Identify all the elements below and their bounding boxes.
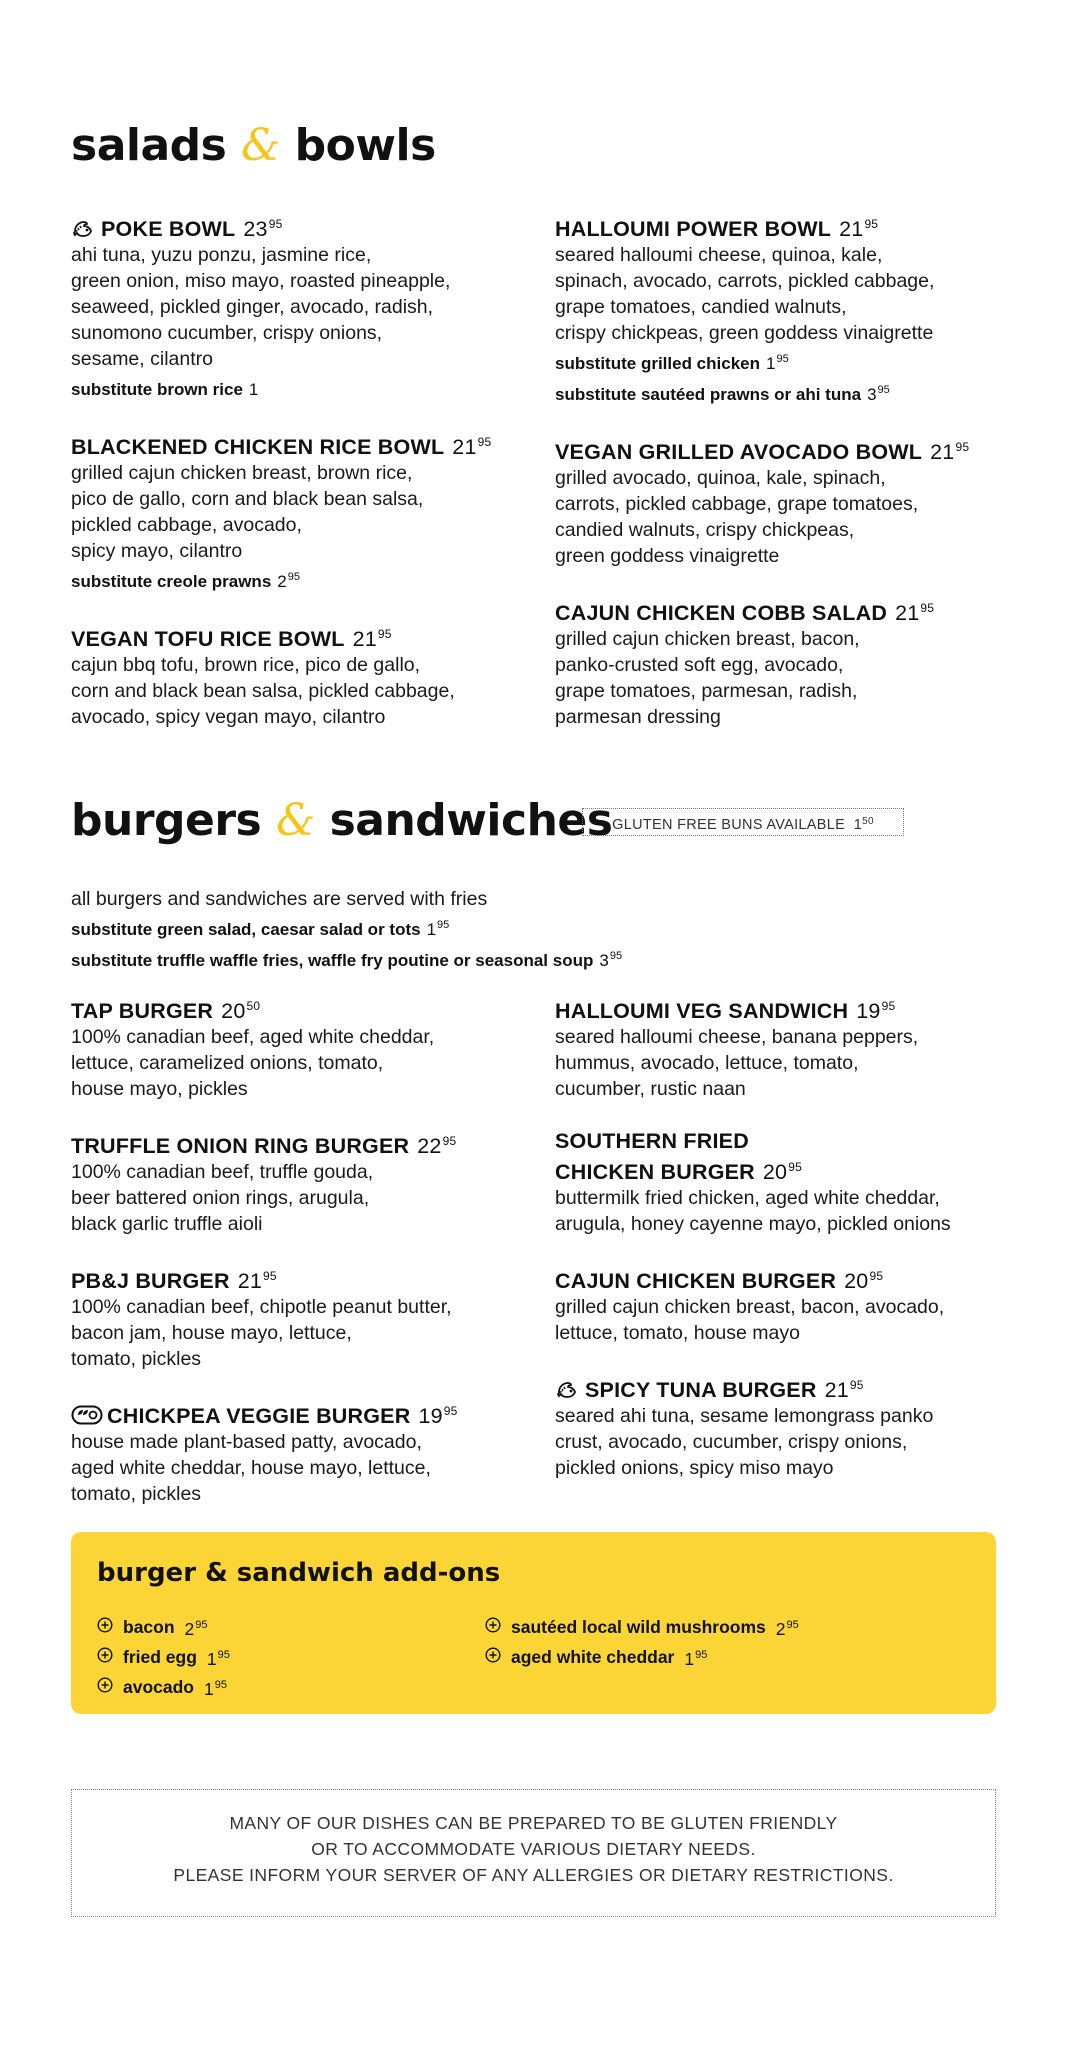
item-description: hummus, avocado, lettuce, tomato, [555, 1052, 859, 1074]
item-description: grilled avocado, quinoa, kale, spinach, [555, 467, 886, 489]
item-name: VEGAN GRILLED AVOCADO BOWL [555, 440, 923, 464]
item-description: arugula, honey cayenne mayo, pickled onions [555, 1213, 951, 1235]
item-name: TRUFFLE ONION RING BURGER [71, 1134, 410, 1158]
price-main: 20 [844, 1269, 869, 1293]
price-cents: 95 [695, 1649, 708, 1661]
price-cents: 95 [437, 919, 450, 931]
price-cents: 95 [377, 627, 392, 641]
price-main: 1 [684, 1649, 695, 1669]
price-main: 21 [824, 1378, 849, 1402]
price-main: 1 [426, 920, 437, 939]
item-description: spinach, avocado, carrots, pickled cabbage, [555, 270, 935, 292]
menu-item [71, 993, 521, 1102]
item-name: HALLOUMI VEG SANDWICH [555, 999, 849, 1023]
item-description: parmesan dressing [555, 706, 721, 728]
item-description: cajun bbq tofu, brown rice, pico de gallo, [71, 654, 421, 676]
price-main: 21 [237, 1269, 263, 1293]
price-cents: 95 [786, 1619, 799, 1631]
substitution-label: substitute truffle waffle fries, waffle fry poutine or seasonal soup [71, 951, 594, 970]
badge-label: GLUTEN FREE BUNS AVAILABLE [612, 817, 846, 833]
substitution-label: substitute creole prawns [71, 572, 272, 591]
item-heading [71, 1263, 521, 1294]
price [844, 1269, 883, 1293]
substitution-option [71, 372, 521, 403]
title-word: sandwiches [329, 795, 613, 846]
title-word: salads [71, 120, 227, 171]
price-main: 1 [204, 1679, 214, 1699]
item-name: CAJUN CHICKEN COBB SALAD [555, 601, 888, 625]
item-description: panko-crusted soft egg, avocado, [555, 654, 844, 676]
price [185, 1612, 208, 1642]
item-heading [71, 1398, 521, 1429]
price-main: 19 [418, 1404, 443, 1428]
item-description: buttermilk fried chicken, aged white cheddar, [555, 1187, 940, 1209]
burgers-intro [71, 886, 971, 974]
item-heading [555, 1263, 1015, 1294]
item-description: sesame, cilantro [71, 348, 213, 370]
addon-item [97, 1642, 230, 1672]
price-main: 3 [599, 951, 609, 970]
item-heading [555, 434, 1015, 465]
plus-circle-icon [97, 1674, 123, 1700]
item-heading [555, 595, 1015, 626]
item-description: carrots, pickled cabbage, grape tomatoes, [555, 493, 919, 515]
item-description: bacon jam, house mayo, lettuce, [71, 1322, 352, 1344]
item-description: green goddess vinaigrette [555, 545, 780, 567]
price [839, 217, 878, 241]
price-cents: 95 [864, 217, 879, 231]
menu-item [71, 211, 521, 403]
ampersand: & [241, 120, 280, 171]
item-name: CAJUN CHICKEN BURGER [555, 1269, 837, 1293]
substitution-label: substitute grilled chicken [555, 354, 760, 373]
item-heading [71, 211, 521, 242]
price [895, 601, 934, 625]
substitution-option [555, 346, 1015, 377]
item-description: corn and black bean salsa, pickled cabbage, [71, 680, 455, 702]
price-main: 1 [766, 354, 776, 373]
intro-text: all burgers and sandwiches are served with fries [71, 888, 488, 910]
price [930, 440, 969, 464]
item-heading [555, 1154, 1015, 1185]
item-description: tomato, pickles [71, 1483, 202, 1505]
vegan-icon [71, 1404, 103, 1426]
item-name: CHICKEN BURGER [555, 1160, 755, 1184]
addon-label: sautéed local wild mushrooms [511, 1617, 766, 1637]
plus-circle-icon [97, 1644, 123, 1670]
substitution-label: substitute green salad, caesar salad or tots [71, 920, 421, 939]
price-cents: 95 [849, 1378, 864, 1392]
price-main: 2 [277, 572, 287, 591]
burgers-left-column [71, 993, 521, 1533]
addon-item [485, 1642, 799, 1672]
item-name: SPICY TUNA BURGER [585, 1378, 817, 1402]
addon-item [97, 1672, 230, 1702]
price [207, 1642, 230, 1672]
price-cents: 95 [955, 440, 970, 454]
menu-item [555, 993, 1015, 1102]
price-cents: 95 [869, 1269, 884, 1283]
price-main: 3 [867, 385, 877, 404]
menu-item [71, 1398, 521, 1507]
item-name: POKE BOWL [101, 217, 236, 241]
addon-label: bacon [123, 1617, 175, 1637]
price-main: 21 [895, 601, 920, 625]
substitution-option [71, 564, 521, 595]
price-cents: 95 [776, 353, 789, 365]
item-description: lettuce, tomato, house mayo [555, 1322, 800, 1344]
price-main: 22 [417, 1134, 442, 1158]
notice-line: PLEASE INFORM YOUR SERVER OF ANY ALLERGIES OR DIETARY RESTRICTIONS. [173, 1865, 894, 1885]
item-description: crispy chickpeas, green goddess vinaigrette [555, 322, 934, 344]
menu-item [555, 595, 1015, 730]
plus-circle-icon [485, 1614, 511, 1640]
price [856, 999, 895, 1023]
price-cents: 95 [609, 950, 623, 962]
item-description: lettuce, caramelized onions, tomato, [71, 1052, 384, 1074]
price [277, 572, 300, 591]
price-cents: 95 [263, 1269, 277, 1283]
substitution-label: substitute sautéed prawns or ahi tuna [555, 385, 862, 404]
item-description: pico de gallo, corn and black bean salsa, [71, 488, 424, 510]
price-cents: 95 [920, 601, 935, 615]
salads-bowls-title [71, 120, 436, 171]
price-cents: 95 [287, 571, 300, 583]
price [452, 435, 491, 459]
item-description: house made plant-based patty, avocado, [71, 1431, 422, 1453]
price-cents: 50 [246, 999, 261, 1013]
price [766, 354, 789, 373]
addon-label: fried egg [123, 1647, 197, 1667]
price [353, 627, 392, 651]
price [776, 1612, 799, 1642]
item-name-line: SOUTHERN FRIED [555, 1129, 749, 1153]
item-description: candied walnuts, crispy chickpeas, [555, 519, 855, 541]
price-main: 20 [762, 1160, 788, 1184]
addon-item [97, 1612, 230, 1642]
price [684, 1642, 707, 1672]
item-description: house mayo, pickles [71, 1078, 248, 1100]
intro-substitutions [71, 912, 971, 974]
price-main: 1 [248, 380, 259, 399]
addons-title: burger & sandwich add-ons [97, 1558, 501, 1588]
item-description: 100% canadian beef, chipotle peanut butter, [71, 1296, 452, 1318]
fish-icon [71, 217, 97, 239]
item-name: VEGAN TOFU RICE BOWL [71, 627, 345, 651]
addons-left-list [97, 1612, 230, 1702]
notice-line: MANY OF OUR DISHES CAN BE PREPARED TO BE GLUTEN FRIENDLY [229, 1813, 838, 1833]
ampersand: & [276, 795, 315, 846]
plus-circle-icon [97, 1614, 123, 1640]
price-cents: 95 [195, 1619, 208, 1631]
price-cents: 95 [477, 435, 492, 449]
price-main: 2 [184, 1619, 195, 1639]
addon-label: aged white cheddar [511, 1647, 675, 1667]
price-main: 21 [352, 627, 377, 651]
item-description: crust, avocado, cucumber, crispy onions, [555, 1431, 908, 1453]
item-heading [71, 621, 521, 652]
item-name: BLACKENED CHICKEN RICE BOWL [71, 435, 445, 459]
item-description: seared ahi tuna, sesame lemongrass panko [555, 1405, 934, 1427]
badge-price: 1 [853, 817, 863, 833]
salads-left-column [71, 211, 521, 756]
item-description: 100% canadian beef, aged white cheddar, [71, 1026, 435, 1048]
addons-right-list [485, 1612, 799, 1672]
item-heading [71, 993, 521, 1024]
item-name: TAP BURGER [71, 999, 214, 1023]
menu-item [71, 429, 521, 595]
title-word: bowls [294, 120, 436, 171]
notice-line: OR TO ACCOMMODATE VARIOUS DIETARY NEEDS. [311, 1839, 756, 1859]
gluten-free-buns-badge [582, 808, 904, 836]
item-description: grilled cajun chicken breast, brown rice, [71, 462, 413, 484]
price-cents: 95 [217, 1649, 230, 1661]
price-main: 2 [775, 1619, 786, 1639]
substitution-option [555, 377, 1015, 408]
item-description: ahi tuna, yuzu ponzu, jasmine rice, [71, 244, 372, 266]
menu-item [71, 1128, 521, 1237]
price-main: 21 [839, 217, 864, 241]
price-main: 1 [206, 1649, 217, 1669]
item-heading [555, 993, 1015, 1024]
price [204, 1672, 227, 1702]
item-description: grilled cajun chicken breast, bacon, avocado, [555, 1296, 945, 1318]
item-heading [555, 211, 1015, 242]
price-cents: 95 [877, 384, 890, 396]
menu-item [71, 621, 521, 730]
price-cents: 95 [214, 1679, 227, 1691]
menu-item [555, 211, 1015, 408]
price [427, 920, 450, 939]
item-description: seared halloumi cheese, banana peppers, [555, 1026, 919, 1048]
price-cents: 95 [268, 217, 283, 231]
price [763, 1160, 802, 1184]
item-description: grape tomatoes, parmesan, radish, [555, 680, 858, 702]
addon-item [485, 1612, 799, 1642]
price [418, 1404, 457, 1428]
price [249, 380, 259, 399]
price [221, 999, 260, 1023]
addons-panel [71, 1532, 996, 1714]
item-description: pickled onions, spicy miso mayo [555, 1457, 834, 1479]
price-main: 19 [856, 999, 881, 1023]
menu-item [71, 1263, 521, 1372]
price-main: 21 [930, 440, 955, 464]
item-description: avocado, spicy vegan mayo, cilantro [71, 706, 386, 728]
item-description: 100% canadian beef, truffle gouda, [71, 1161, 374, 1183]
item-heading [71, 1128, 521, 1159]
price-cents: 95 [442, 1134, 457, 1148]
price [417, 1134, 456, 1158]
item-description: green onion, miso mayo, roasted pineapple, [71, 270, 451, 292]
item-name: HALLOUMI POWER BOWL [555, 217, 832, 241]
price [243, 217, 282, 241]
price-main: 21 [452, 435, 477, 459]
item-description: seaweed, pickled ginger, avocado, radish, [71, 296, 434, 318]
item-description: grilled cajun chicken breast, bacon, [555, 628, 860, 650]
plus-circle-icon [485, 1644, 511, 1670]
item-description: sunomono cucumber, crispy onions, [71, 322, 383, 344]
menu-item [555, 1128, 1015, 1237]
menu-item [555, 434, 1015, 569]
dietary-notice [71, 1789, 996, 1917]
price-cents: 95 [881, 999, 896, 1013]
menu-item [555, 1372, 1015, 1481]
salads-right-column [555, 211, 1015, 756]
item-description: cucumber, rustic naan [555, 1078, 746, 1100]
burgers-right-column [555, 993, 1015, 1507]
price [238, 1269, 277, 1293]
item-name: PB&J BURGER [71, 1269, 230, 1293]
item-description: spicy mayo, cilantro [71, 540, 243, 562]
menu-item [555, 1263, 1015, 1346]
item-description: aged white cheddar, house mayo, lettuce, [71, 1457, 431, 1479]
item-description: tomato, pickles [71, 1348, 202, 1370]
item-description: seared halloumi cheese, quinoa, kale, [555, 244, 883, 266]
substitution-option [71, 943, 971, 974]
fish-icon [555, 1378, 581, 1400]
substitution-option [71, 912, 971, 943]
item-description: black garlic truffle aioli [71, 1213, 263, 1235]
item-heading [71, 429, 521, 460]
item-heading [555, 1372, 1015, 1403]
price [825, 1378, 864, 1402]
item-name: CHICKPEA VEGGIE BURGER [107, 1404, 411, 1428]
addon-label: avocado [123, 1677, 194, 1697]
badge-price-cents: 50 [862, 816, 874, 827]
title-word: burgers [71, 795, 262, 846]
item-description: grape tomatoes, candied walnuts, [555, 296, 847, 318]
price-main: 23 [243, 217, 268, 241]
substitution-label: substitute brown rice [71, 380, 243, 399]
price [599, 951, 622, 970]
price-main: 20 [221, 999, 246, 1023]
burgers-sandwiches-title [71, 795, 612, 846]
price-cents: 95 [788, 1160, 802, 1174]
price-cents: 95 [443, 1404, 458, 1418]
item-description: pickled cabbage, avocado, [71, 514, 302, 536]
item-description: beer battered onion rings, arugula, [71, 1187, 370, 1209]
price [867, 385, 890, 404]
